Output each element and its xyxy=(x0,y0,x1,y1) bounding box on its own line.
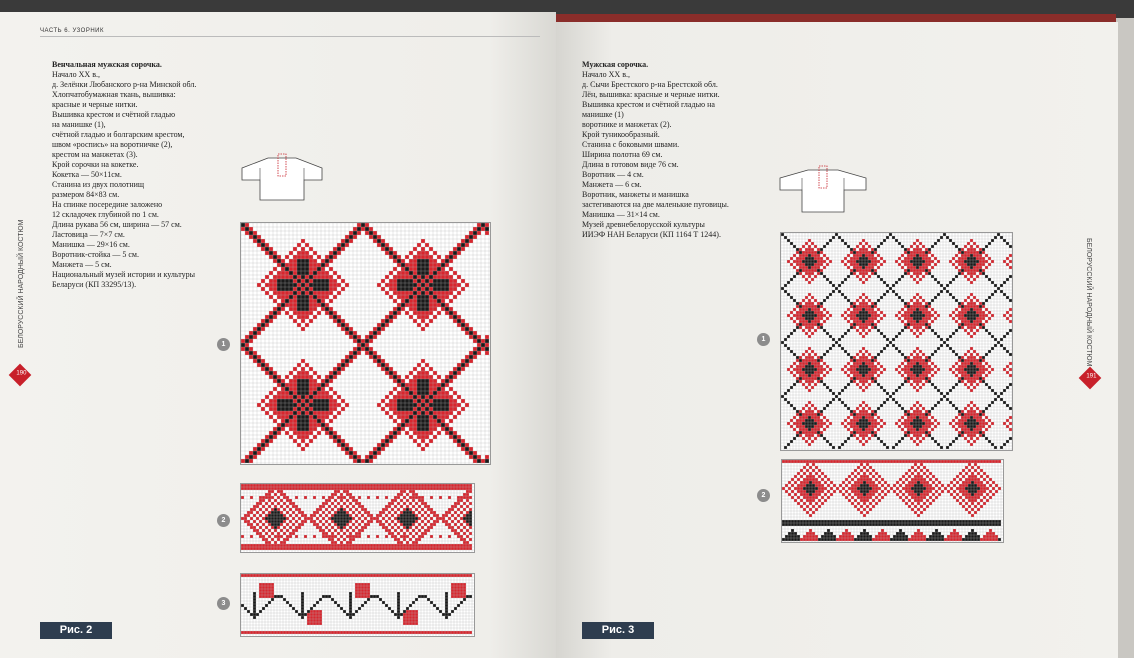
description-line: Вышивка крестом и счётной гладью xyxy=(52,110,176,119)
description-line: Станина с боковыми швами. xyxy=(582,140,680,149)
description-line: Кокетка — 50×11см. xyxy=(52,170,122,179)
right-description xyxy=(582,60,729,240)
right-title: Мужская сорочка. xyxy=(582,60,649,69)
marker-2-left: 2 xyxy=(217,514,230,527)
description-line: Беларуси (КП 33295/13). xyxy=(52,280,137,289)
description-line: Хлопчатобумажная ткань, вышивка: xyxy=(52,90,176,99)
figure-label-left: Рис. 2 xyxy=(40,622,112,639)
description-line: Крой туникообразный. xyxy=(582,130,660,139)
marker-1-right: 1 xyxy=(757,333,770,346)
description-line: Воротник — 4 см. xyxy=(582,170,644,179)
description-line: размером 84×83 см. xyxy=(52,190,120,199)
shirt-icon xyxy=(240,150,324,202)
description-line: Вышивка крестом и счётной гладью на xyxy=(582,100,715,109)
embroidery-chart-2-left xyxy=(240,483,475,553)
description-line: ИИЭФ НАН Беларуси (КП 1164 Т 1244). xyxy=(582,230,721,239)
description-line: Воротник, манжеты и манишка xyxy=(582,190,689,199)
figure-label-right: Рис. 3 xyxy=(582,622,654,639)
description-line: Крой сорочки на кокетке. xyxy=(52,160,139,169)
description-line: 12 складочек глубиной по 1 см. xyxy=(52,210,159,219)
embroidery-chart-1-left xyxy=(240,222,491,465)
embroidery-chart-2-right xyxy=(781,459,1004,543)
description-line: счётной гладью и болгарским крестом, xyxy=(52,130,185,139)
left-spine-title: БЕЛОРУССКИЙ НАРОДНЫЙ КОСТЮМ xyxy=(18,219,25,348)
description-line: д. Зелёнки Любанского р-на Минской обл. xyxy=(52,80,197,89)
marker-1-left: 1 xyxy=(217,338,230,351)
page-number-right-text: 191 xyxy=(1086,373,1097,380)
description-line: Манжета — 5 см. xyxy=(52,260,112,269)
left-lines xyxy=(52,70,196,290)
description-line: Манишка — 31×14 см. xyxy=(582,210,660,219)
header-rule xyxy=(40,36,540,37)
description-line: швом «роспись» на воротничке (2), xyxy=(52,140,173,149)
right-lines xyxy=(582,70,729,240)
description-line: красные и черные нитки. xyxy=(52,100,138,109)
left-description xyxy=(52,60,196,290)
description-line: Лён, вышивка: красные и черные нитки. xyxy=(582,90,720,99)
embroidery-chart-3-left xyxy=(240,573,475,637)
description-line: воротнике и манжетах (2). xyxy=(582,120,672,129)
book-page-edge xyxy=(1116,18,1134,658)
right-spine-title: БЕЛОРУССКИЙ НАРОДНЫЙ КОСТЮМ xyxy=(1085,238,1092,367)
description-line: крестом на манжетах (3). xyxy=(52,150,138,159)
description-line: Начало XX в., xyxy=(52,70,100,79)
description-line: Воротник-стойка — 5 см. xyxy=(52,250,139,259)
page-number-left-text: 190 xyxy=(16,370,27,377)
description-line: Длина в готовом виде 76 см. xyxy=(582,160,679,169)
description-line: на манишке (1), xyxy=(52,120,106,129)
description-line: Начало XX в., xyxy=(582,70,630,79)
description-line: На спинке посередине заложено xyxy=(52,200,163,209)
shirt-icon-right xyxy=(778,164,868,214)
description-line: Ширина полотна 69 см. xyxy=(582,150,663,159)
description-line: Длина рукава 56 см, ширина — 57 см. xyxy=(52,220,182,229)
left-title: Венчальная мужская сорочка. xyxy=(52,60,162,69)
marker-3-left: 3 xyxy=(217,597,230,610)
description-line: застегиваются на две маленькие пуговицы. xyxy=(582,200,729,209)
description-line: Манишка — 29×16 см. xyxy=(52,240,130,249)
embroidery-chart-1-right xyxy=(780,232,1013,451)
description-line: Станина из двух полотнищ xyxy=(52,180,145,189)
description-line: д. Сычи Брестского р-на Брестской обл. xyxy=(582,80,718,89)
description-line: Манжета — 6 см. xyxy=(582,180,642,189)
description-line: Ластовица — 7×7 см. xyxy=(52,230,125,239)
description-line: Музей древнебелорусской культуры xyxy=(582,220,705,229)
marker-2-right: 2 xyxy=(757,489,770,502)
running-header: ЧАСТЬ 6. УЗОРНИК xyxy=(40,28,104,34)
description-line: манишке (1) xyxy=(582,110,624,119)
description-line: Национальный музей истории и культуры xyxy=(52,270,196,279)
